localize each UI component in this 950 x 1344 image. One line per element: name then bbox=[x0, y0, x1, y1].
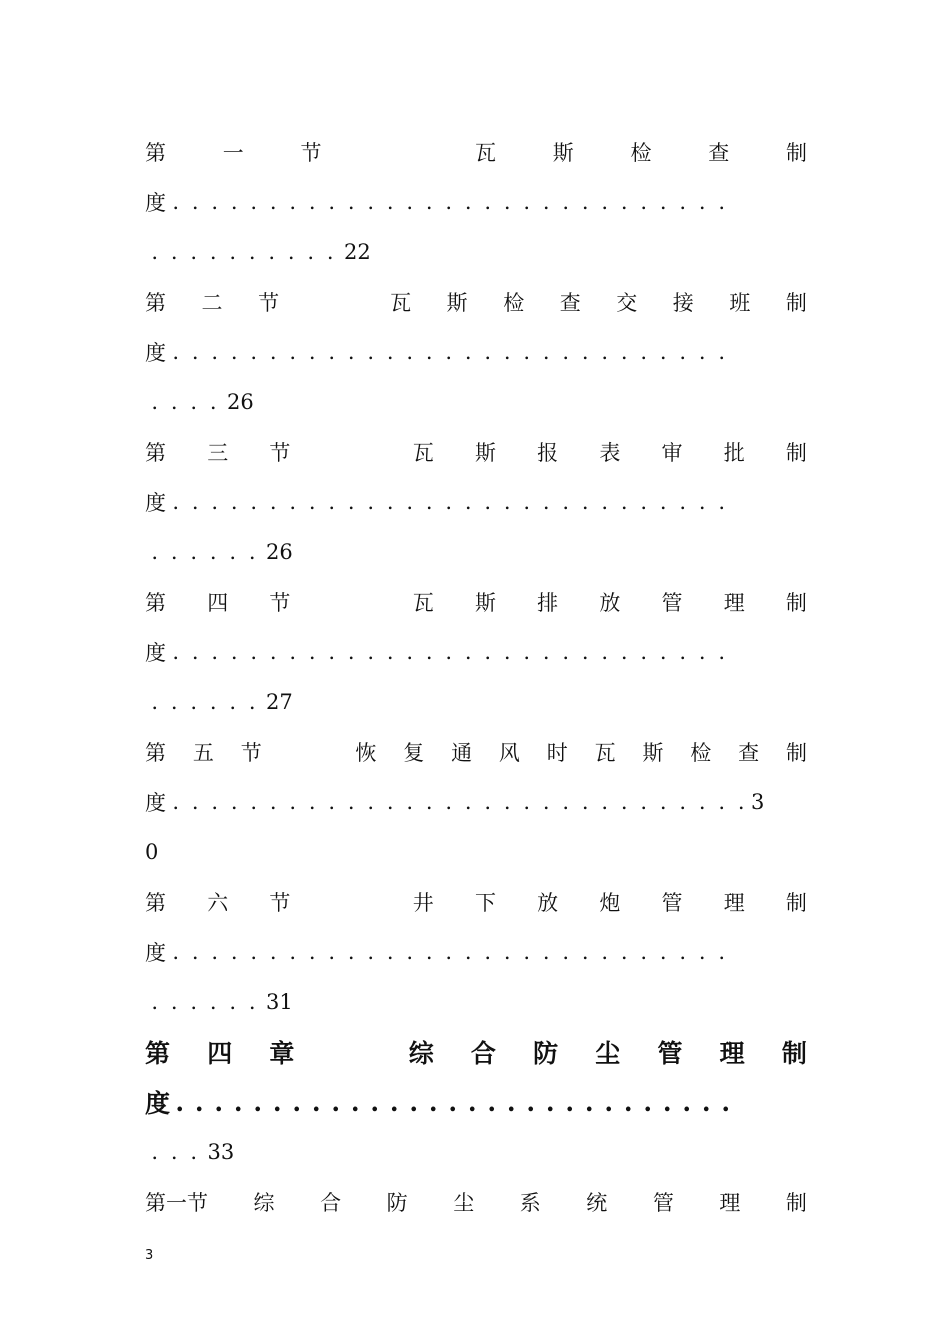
heading-char: 通 bbox=[451, 741, 473, 765]
toc-entry-heading bbox=[145, 887, 807, 917]
heading-char: 理 bbox=[723, 891, 745, 915]
page-ref: 31 bbox=[266, 990, 293, 1014]
toc-entry-tail bbox=[145, 387, 807, 417]
heading-char: 一 bbox=[222, 141, 244, 165]
heading-char: 第一节 bbox=[145, 1191, 208, 1215]
heading-char: 制 bbox=[785, 291, 807, 315]
page-ref: 3 bbox=[751, 790, 765, 814]
toc-entry-tail bbox=[145, 987, 807, 1017]
heading-char: 制 bbox=[785, 591, 807, 615]
heading-char: 制 bbox=[785, 441, 807, 465]
heading-char: 制 bbox=[781, 1039, 807, 1068]
heading-char: 瓦 bbox=[390, 291, 412, 315]
dot-leader: . . . . . . . . . . . . . . . . . . . . . . . . . . . . . bbox=[172, 640, 726, 664]
heading-char: 井 bbox=[412, 891, 434, 915]
heading-char: 第 bbox=[145, 291, 166, 315]
heading-char: 斯 bbox=[446, 291, 468, 315]
dot-leader: . . . . . . . . . . . . . . . . . . . . . . . . . . . . . bbox=[172, 190, 726, 214]
heading-char: 斯 bbox=[552, 141, 574, 165]
heading-char: 节 bbox=[258, 291, 280, 315]
heading-char: 度 bbox=[145, 1089, 171, 1118]
heading-char: 第 bbox=[145, 741, 166, 765]
heading-char: 复 bbox=[403, 741, 425, 765]
heading-char: 章 bbox=[269, 1039, 295, 1068]
toc-entry-tail bbox=[145, 537, 807, 567]
heading-char: 度 bbox=[145, 641, 166, 665]
page-ref: 26 bbox=[227, 390, 254, 414]
heading-char: 综 bbox=[408, 1039, 434, 1068]
heading-char: 二 bbox=[201, 291, 223, 315]
heading-char: 五 bbox=[192, 741, 214, 765]
heading-char: 制 bbox=[786, 141, 807, 165]
heading-char: 报 bbox=[537, 441, 559, 465]
heading-char: 节 bbox=[269, 891, 291, 915]
heading-char: 第 bbox=[145, 441, 166, 465]
heading-char: 尘 bbox=[453, 1191, 475, 1215]
dot-leader: . . . . . . bbox=[151, 990, 256, 1014]
heading-char: 恢 bbox=[355, 741, 377, 765]
heading-char: 合 bbox=[470, 1039, 496, 1068]
toc-entry-heading bbox=[145, 437, 807, 467]
page-ref: 33 bbox=[207, 1140, 235, 1164]
dot-leader: . . . . bbox=[151, 390, 217, 414]
toc-entry-leader bbox=[145, 937, 807, 967]
heading-char: 班 bbox=[729, 291, 751, 315]
dot-leader: . . . bbox=[151, 1140, 198, 1164]
dot-leader: . . . . . . . . . . . . . . . . . . . . . . . . . . . . . bbox=[172, 940, 726, 964]
heading-char: 斯 bbox=[474, 591, 496, 615]
heading-char: 度 bbox=[145, 791, 166, 815]
toc-entry-heading bbox=[145, 287, 807, 317]
heading-char: 理 bbox=[719, 1191, 741, 1215]
dot-leader: . . . . . . bbox=[151, 540, 256, 564]
heading-char: 瓦 bbox=[594, 741, 616, 765]
heading-char: 理 bbox=[723, 591, 745, 615]
toc-entry-heading bbox=[145, 737, 807, 767]
heading-char: 查 bbox=[559, 291, 581, 315]
heading-char: 瓦 bbox=[412, 441, 434, 465]
toc-entry-leader bbox=[145, 487, 807, 517]
heading-char: 度 bbox=[145, 941, 166, 965]
heading-char: 三 bbox=[207, 441, 229, 465]
heading-char: 查 bbox=[708, 141, 730, 165]
heading-char: 批 bbox=[723, 441, 745, 465]
heading-char: 四 bbox=[207, 1039, 233, 1068]
heading-char: 炮 bbox=[599, 891, 621, 915]
heading-char: 斯 bbox=[474, 441, 496, 465]
heading-char: 管 bbox=[652, 1191, 674, 1215]
heading-char: 时 bbox=[546, 741, 568, 765]
toc-entry-leader bbox=[145, 637, 807, 667]
heading-char: 节 bbox=[240, 741, 262, 765]
dot-leader: . . . . . . . . . . . . . . . . . . . . . . . . . . . . . . bbox=[172, 790, 745, 814]
toc-entry-leader bbox=[145, 1087, 807, 1117]
page-ref: 26 bbox=[266, 540, 293, 564]
heading-char: 度 bbox=[145, 341, 166, 365]
toc-entry-heading bbox=[145, 137, 807, 167]
heading-char: 统 bbox=[586, 1191, 608, 1215]
heading-char: 下 bbox=[474, 891, 496, 915]
heading-char: 排 bbox=[537, 591, 559, 615]
toc-entry-leader bbox=[145, 787, 807, 817]
heading-char: 交 bbox=[616, 291, 638, 315]
heading-char: 制 bbox=[785, 891, 807, 915]
heading-char: 节 bbox=[269, 441, 291, 465]
toc-entry-tail bbox=[145, 687, 807, 717]
heading-char: 管 bbox=[661, 891, 683, 915]
heading-char: 防 bbox=[386, 1191, 408, 1215]
page-ref: 27 bbox=[266, 690, 293, 714]
toc-entry-heading bbox=[145, 587, 807, 617]
toc-entry-tail bbox=[145, 837, 807, 867]
heading-char: 系 bbox=[519, 1191, 541, 1215]
toc-entry-heading bbox=[145, 1037, 807, 1067]
heading-char: 放 bbox=[537, 891, 559, 915]
heading-char: 合 bbox=[320, 1191, 342, 1215]
toc-entry-heading bbox=[145, 1187, 807, 1217]
heading-char: 瓦 bbox=[412, 591, 434, 615]
toc-entry-tail bbox=[145, 237, 807, 267]
heading-char: 尘 bbox=[595, 1039, 621, 1068]
heading-char: 第 bbox=[145, 1039, 171, 1068]
toc-entry-tail bbox=[145, 1137, 807, 1167]
heading-char: 六 bbox=[207, 891, 229, 915]
heading-char: 审 bbox=[661, 441, 683, 465]
toc-entry-leader bbox=[145, 337, 807, 367]
dot-leader: . . . . . . . . . . . . . . . . . . . . . . . . . . . . . bbox=[172, 490, 726, 514]
heading-char: 制 bbox=[785, 741, 807, 765]
heading-char: 斯 bbox=[642, 741, 664, 765]
heading-char: 第 bbox=[145, 591, 166, 615]
heading-char: 第 bbox=[145, 891, 166, 915]
heading-char: 节 bbox=[300, 141, 322, 165]
heading-char: 综 bbox=[253, 1191, 275, 1215]
heading-char: 理 bbox=[719, 1039, 745, 1068]
dot-leader: . . . . . . . . . . bbox=[151, 240, 334, 264]
heading-char: 查 bbox=[738, 741, 760, 765]
page-number: 3 bbox=[145, 1248, 154, 1263]
page-ref: 0 bbox=[145, 840, 159, 864]
heading-char: 管 bbox=[657, 1039, 683, 1068]
heading-char: 度 bbox=[145, 491, 166, 515]
heading-char: 检 bbox=[630, 141, 652, 165]
heading-char: 四 bbox=[207, 591, 229, 615]
page-ref: 22 bbox=[344, 240, 371, 264]
dot-leader: . . . . . . . . . . . . . . . . . . . . . . . . . . . . . bbox=[175, 1087, 731, 1117]
heading-char: 放 bbox=[599, 591, 621, 615]
heading-char: 风 bbox=[498, 741, 520, 765]
heading-char: 接 bbox=[672, 291, 694, 315]
heading-char: 管 bbox=[661, 591, 683, 615]
heading-char: 第 bbox=[145, 141, 166, 165]
heading-char: 防 bbox=[533, 1039, 559, 1068]
heading-char: 检 bbox=[690, 741, 712, 765]
heading-char: 制 bbox=[785, 1191, 807, 1215]
heading-char: 度 bbox=[145, 191, 166, 215]
heading-char: 检 bbox=[503, 291, 525, 315]
heading-char: 节 bbox=[269, 591, 291, 615]
toc-entry-leader bbox=[145, 187, 807, 217]
dot-leader: . . . . . . . . . . . . . . . . . . . . . . . . . . . . . bbox=[172, 340, 726, 364]
dot-leader: . . . . . . bbox=[151, 690, 256, 714]
heading-char: 表 bbox=[599, 441, 621, 465]
heading-char: 瓦 bbox=[475, 141, 496, 165]
